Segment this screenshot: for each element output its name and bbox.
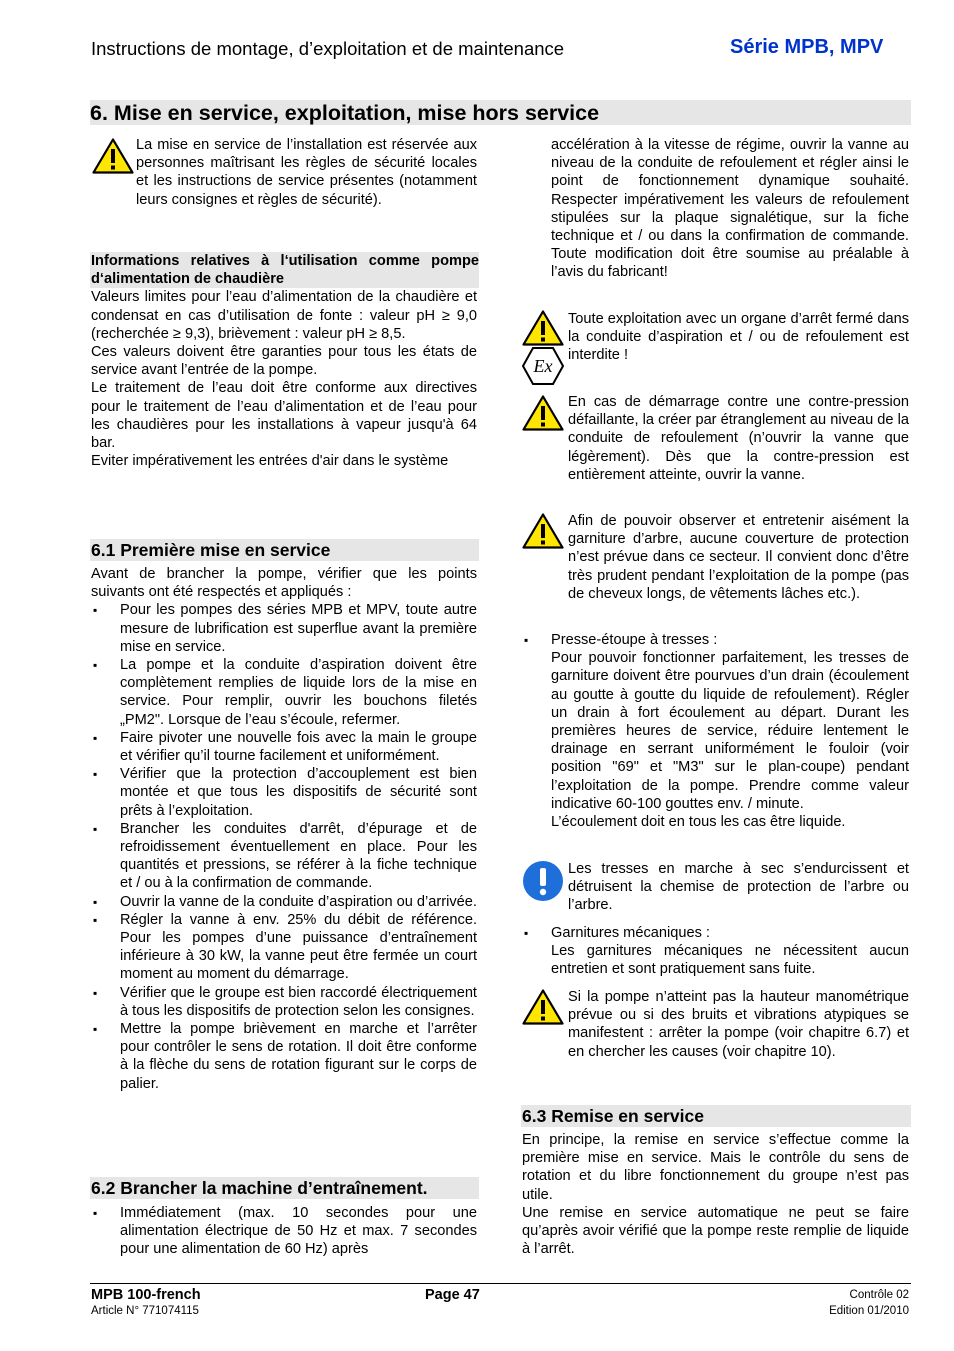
info-exclamation-icon — [522, 860, 564, 902]
footer-control: Contrôle 02 — [849, 1289, 909, 1301]
footer-document-id: MPB 100-french — [91, 1287, 201, 1303]
mechanical-seal-paragraph: Les garnitures mécaniques ne nécessitent aucun entretien et sont pratiquement sans fuite. — [551, 943, 909, 978]
boiler-info-heading: Informations relatives à l‘utilisation comme pompe d‘alimentation de chaudière — [91, 253, 479, 288]
footer-edition: Edition 01/2010 — [829, 1305, 909, 1317]
warning-icon — [522, 395, 564, 431]
section-6-3-paragraph-auto: Une remise en service automatique ne peut se faire qu’après avoir vérifié que la pompe reste remplie de liquide à l’arrêt. — [522, 1204, 909, 1258]
gland-packing-title: ▪ Presse-étoupe à tresses : — [522, 631, 909, 649]
list-item: ▪ Faire pivoter une nouvelle fois avec la main le groupe et vérifier qu’il tourne facilement et uniformément. — [91, 729, 477, 765]
warning-shaft-seal-text: Afin de pouvoir observer et entretenir aisément la garniture d’arbre, aucune couverture de protection n’est prévue dans ce secteur. Il convient donc d’être très prudent pendant l’exploitation de la pompe (pas de cheveux longs, de vêtements lâches etc.). — [568, 513, 909, 602]
section-6-2-title: 6.2 Brancher la machine d’entraînement. — [90, 1177, 479, 1199]
list-item: ▪ Pour les pompes des séries MPB et MPV, toute autre mesure de lubrification est superflue avant la première mise en service. — [91, 601, 477, 656]
boiler-paragraph-treatment: Le traitement de l’eau doit être conforme aux directives pour le traitement de l’eau d’alimentation et de l’eau pour les chaudières pour les installations à vapeur jusqu'à 64 bar. — [91, 380, 477, 452]
warning-closed-valve-text: Toute exploitation avec un organe d’arrêt fermé dans la conduite d’aspiration et / ou de refoulement est interdite ! — [568, 311, 909, 364]
section-6-3-title: 6.3 Remise en service — [521, 1105, 911, 1127]
section-6-2-continuation: accélération à la vitesse de régime, ouvrir la vanne au niveau de la conduite de refoulement et régler ainsi le point de fonctionnement dynamique souhaité. Respecter impérativement les valeurs de refoulement stipulées sur la plaque signalétique, sur la fiche technique et / ou dans la confirmation de commande. Toute modification doit être soumise au préalable à l’avis du fabricant! — [551, 137, 909, 281]
warning-backpressure-text: En cas de démarrage contre une contre-pression défaillante, la créer par étranglement au niveau de la conduite de refoulement (n’ouvrir la vanne que légèrement). Dès que la contre-pression est entièrement atteinte, ouvrir la vanne. — [568, 394, 909, 483]
explosion-protection-icon — [521, 346, 565, 386]
main-section-title: 6. Mise en service, exploitation, mise hors service — [90, 100, 911, 125]
list-item: ▪ Vérifier que le groupe est bien raccordé électriquement à tous les dispositifs de protection selon les consignes. — [91, 984, 477, 1020]
mechanical-seal-title: ▪ Garnitures mécaniques : — [522, 924, 909, 942]
gland-packing-paragraph: Pour pouvoir fonctionner parfaitement, les tresses de garniture doivent être pourvues d’un drain (écoulement au goutte à goutte du liquide de refoulement). Régler un drain à fort écoulement au départ. Durant les premières heures de service, réduire lentement le drainage en serrant uniformément le fouloir (voir position "69" et "M3" sur le plan-coupe) pendant l’exploitation de la pompe. Prendre comme valeur indicative 60-100 gouttes env. / minute. — [551, 650, 909, 812]
boiler-paragraph-limits: Valeurs limites pour l’eau d’alimentation de la chaudière et condensat en cas d’utilisation de fonte : valeur pH ≥ 9,0 (recherchée ≥ 9,3), brièvement : valeur pH ≥ 8,5. — [91, 289, 477, 342]
series-label: Série MPB, MPV — [730, 36, 884, 58]
section-6-1-checklist — [91, 601, 477, 1092]
section-6-2 — [90, 1177, 479, 1259]
gland-packing-block — [522, 631, 909, 831]
list-item: ▪ Mettre la pompe brièvement en marche et l’arrêter pour contrôler le sens de rotation. Il doit être conforme à la flèche du sens de rotation figurant sur le corps de palier. — [91, 1020, 477, 1093]
boiler-paragraph-air: Eviter impérativement les entrées d'air dans le système — [91, 453, 449, 470]
document-header-title: Instructions de montage, d’exploitation et de maintenance — [91, 38, 565, 59]
boiler-info-block — [90, 252, 479, 470]
dry-running-note: Les tresses en marche à sec s’endurcissent et détruisent la chemise de protection de l’arbre ou l’arbre. — [568, 861, 909, 914]
page-number: Page 47 — [425, 1287, 480, 1303]
warning-icon — [522, 513, 564, 549]
section-6-1-title: 6.1 Première mise en service — [90, 539, 479, 561]
list-item: ▪ Brancher les conduites d'arrêt, d’épurage et de refroidissement éventuellement en place. Pour les quantités et pressions, se référer à la fiche technique et / ou à la confirmation de commande. — [91, 820, 477, 893]
warning-icon — [522, 989, 564, 1025]
gland-packing-liquid-note: L’écoulement doit en tous les cas être liquide. — [551, 814, 846, 831]
section-6-3-paragraph: En principe, la remise en service s’effectue comme la première mise en service. Mais le contrôle du sens de rotation et du libre fonctionnement du groupe n’est pas utile. — [522, 1132, 909, 1203]
warning-pump-head-text: Si la pompe n’atteint pas la hauteur manométrique prévue ou si des bruits et vibrations atypiques se manifestent : arrêter la pompe (voir chapitre 6.7) et en chercher les causes (voir chapitre 10). — [568, 989, 909, 1060]
footer-divider — [90, 1283, 911, 1284]
boiler-paragraph-states: Ces valeurs doivent être garanties pour tous les états de service avant l’entrée de la pompe. — [91, 344, 477, 379]
list-item: ▪ La pompe et la conduite d’aspiration doivent être complètement remplies de liquide lors de la mise en service. Pour remplir, ouvrir les bouchons filetés „PM2". Lorsque de l’eau s’écoule, refermer. — [91, 656, 477, 729]
warning-icon — [522, 310, 564, 346]
list-item: ▪ Immédiatement (max. 10 secondes pour une alimentation électrique de 50 Hz et max. 7 secondes pour une alimentation de 60 Hz) après — [91, 1204, 477, 1259]
list-item: ▪ Régler la vanne à env. 25% du débit de référence. Pour les pompes d’une puissance d’entraînement inférieure à 30 kW, la vanne peut être fermée un court moment au moment du démarrage. — [91, 911, 477, 984]
list-item: ▪ Vérifier que la protection d’accouplement est bien montée et que tous les dispositifs de sécurité sont prêts à l’exploitation. — [91, 765, 477, 820]
list-item: ▪ Ouvrir la vanne de la conduite d’aspiration ou d’arrivée. — [91, 893, 477, 911]
warning-icon — [92, 138, 134, 174]
section-6-1 — [90, 539, 479, 1093]
section-6-1-intro: Avant de brancher la pompe, vérifier que les points suivants ont été respectés et appliqués : — [91, 566, 477, 601]
section-6-3 — [521, 1105, 911, 1258]
footer-article-number: Article N° 771074115 — [91, 1305, 199, 1317]
ex-label: Ex — [533, 356, 553, 376]
intro-warning-text: La mise en service de l’installation est réservée aux personnes maîtrisant les règles de sécurité locales et les instructions de service présentes (notamment leurs consignes et règles de sécurité). — [136, 137, 477, 208]
mechanical-seal-block — [522, 924, 909, 979]
